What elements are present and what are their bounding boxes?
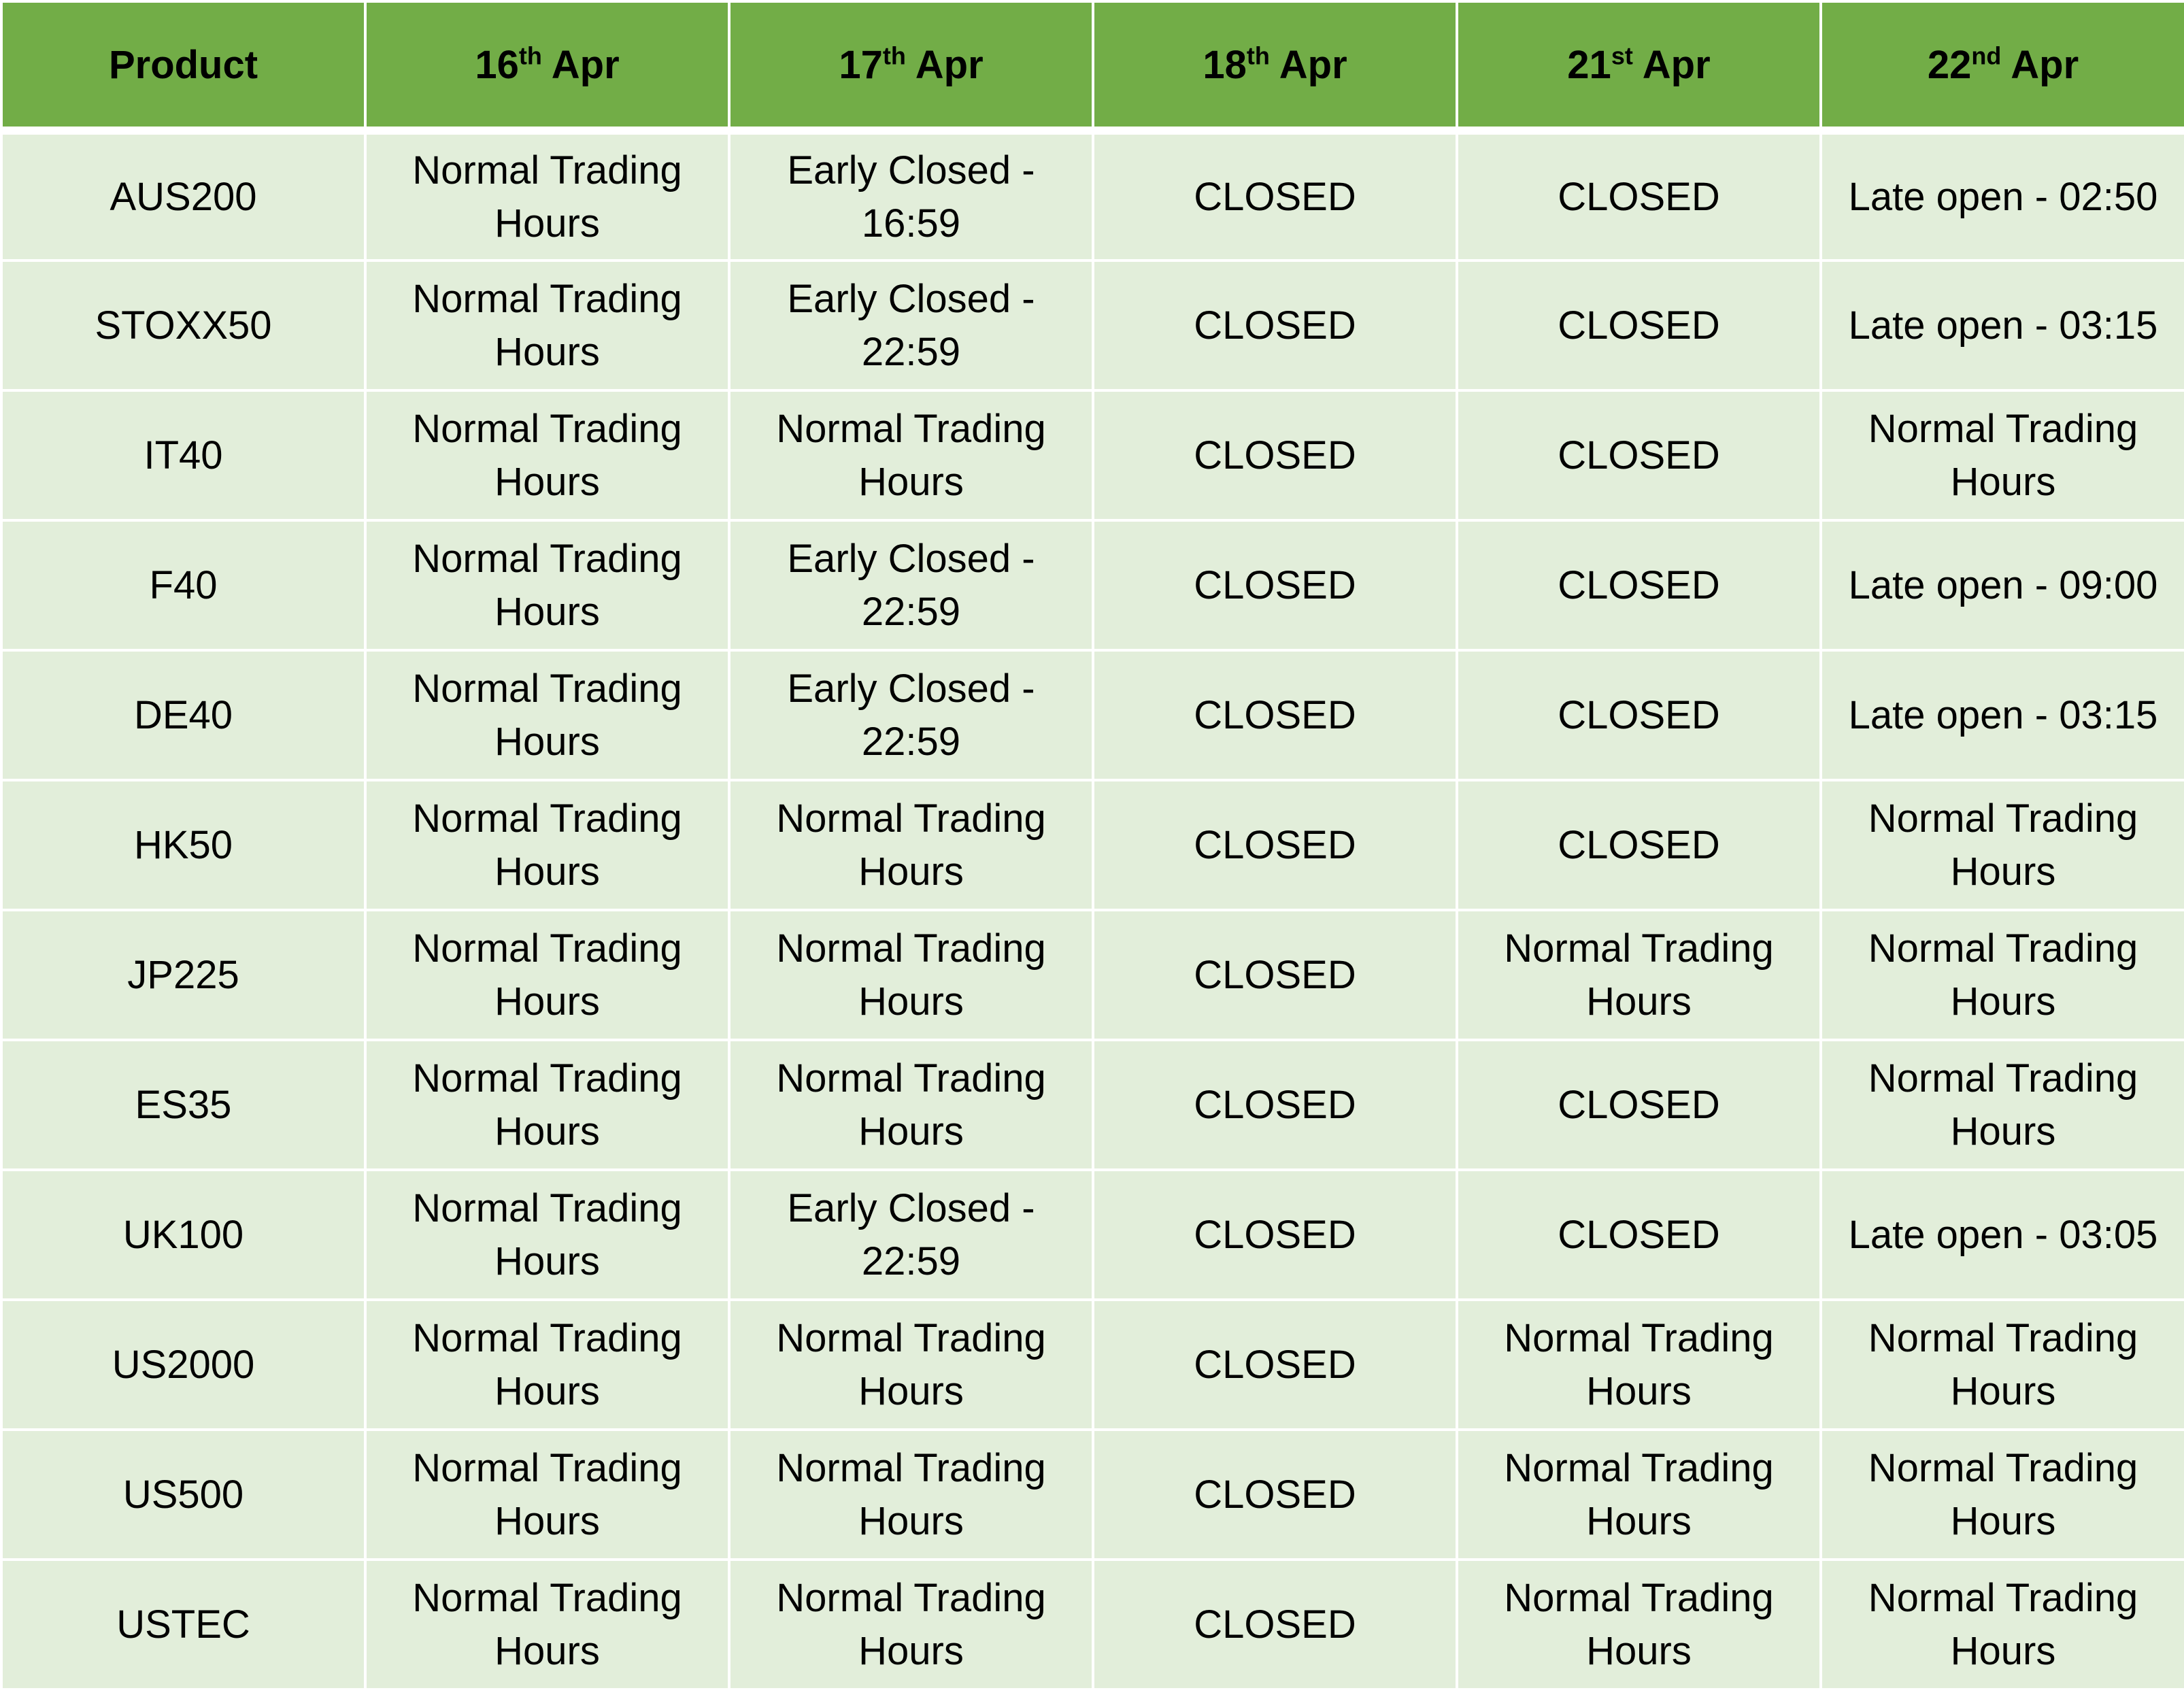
status-cell: CLOSED (1093, 1430, 1457, 1560)
status-cell: Normal Trading Hours (729, 1300, 1093, 1430)
status-cell: Normal Trading Hours (365, 390, 729, 520)
header-date-day: 22 (1927, 42, 1972, 87)
status-cell: CLOSED (1093, 1040, 1457, 1170)
status-cell: Early Closed - 22:59 (729, 1170, 1093, 1300)
status-cell: CLOSED (1457, 1040, 1821, 1170)
status-cell: Normal Trading Hours (365, 1560, 729, 1689)
status-cell: Early Closed - 16:59 (729, 131, 1093, 260)
table-body (1, 131, 2184, 1689)
table-row (1, 1430, 2184, 1560)
table-row (1, 1560, 2184, 1689)
status-cell: Normal Trading Hours (729, 910, 1093, 1040)
header-date-month: Apr (1642, 42, 1711, 87)
status-cell: Normal Trading Hours (1821, 390, 2184, 520)
header-date (1093, 1, 1457, 131)
status-cell: Normal Trading Hours (365, 650, 729, 780)
header-date-suffix: st (1611, 41, 1633, 70)
status-cell: Early Closed - 22:59 (729, 260, 1093, 390)
header-date (1821, 1, 2184, 131)
header-product: Product (1, 1, 365, 131)
table-row (1, 910, 2184, 1040)
table-row (1, 520, 2184, 650)
status-cell: Normal Trading Hours (1821, 1430, 2184, 1560)
status-cell: CLOSED (1457, 260, 1821, 390)
status-cell: Late open - 09:00 (1821, 520, 2184, 650)
table-row (1, 131, 2184, 260)
status-cell: CLOSED (1457, 1170, 1821, 1300)
status-cell: Normal Trading Hours (729, 1430, 1093, 1560)
product-cell: STOXX50 (1, 260, 365, 390)
status-cell: CLOSED (1457, 131, 1821, 260)
product-cell: HK50 (1, 780, 365, 910)
status-cell: CLOSED (1093, 390, 1457, 520)
status-cell: Normal Trading Hours (729, 1560, 1093, 1689)
status-cell: Normal Trading Hours (365, 780, 729, 910)
status-cell: Normal Trading Hours (365, 131, 729, 260)
status-cell: Late open - 02:50 (1821, 131, 2184, 260)
status-cell: Normal Trading Hours (1821, 910, 2184, 1040)
header-date-day: 16 (475, 42, 519, 87)
product-cell: US500 (1, 1430, 365, 1560)
header-date-day: 18 (1203, 42, 1247, 87)
status-cell: CLOSED (1093, 520, 1457, 650)
status-cell: Normal Trading Hours (729, 390, 1093, 520)
status-cell: CLOSED (1093, 1300, 1457, 1430)
product-cell: IT40 (1, 390, 365, 520)
status-cell: Normal Trading Hours (365, 1040, 729, 1170)
status-cell: Normal Trading Hours (1457, 910, 1821, 1040)
header-date-month: Apr (915, 42, 984, 87)
status-cell: Late open - 03:05 (1821, 1170, 2184, 1300)
table-header (1, 1, 2184, 131)
table-row (1, 390, 2184, 520)
status-cell: Normal Trading Hours (1457, 1430, 1821, 1560)
status-cell: Normal Trading Hours (365, 1300, 729, 1430)
product-cell: UK100 (1, 1170, 365, 1300)
header-date-month: Apr (2011, 42, 2079, 87)
status-cell: Normal Trading Hours (365, 520, 729, 650)
header-date-suffix: th (518, 41, 542, 70)
header-date (365, 1, 729, 131)
header-date-suffix: th (1246, 41, 1270, 70)
status-cell: Normal Trading Hours (1821, 1040, 2184, 1170)
table-row (1, 1170, 2184, 1300)
status-cell: CLOSED (1457, 780, 1821, 910)
product-cell: US2000 (1, 1300, 365, 1430)
status-cell: CLOSED (1093, 131, 1457, 260)
header-date-suffix: th (882, 41, 906, 70)
status-cell: Normal Trading Hours (365, 1170, 729, 1300)
product-cell: ES35 (1, 1040, 365, 1170)
status-cell: CLOSED (1093, 1170, 1457, 1300)
product-cell: F40 (1, 520, 365, 650)
status-cell: CLOSED (1457, 390, 1821, 520)
header-date-day: 21 (1567, 42, 1611, 87)
table-row (1, 650, 2184, 780)
status-cell: Early Closed - 22:59 (729, 520, 1093, 650)
status-cell: Early Closed - 22:59 (729, 650, 1093, 780)
product-cell: JP225 (1, 910, 365, 1040)
status-cell: Normal Trading Hours (729, 1040, 1093, 1170)
table-row (1, 1040, 2184, 1170)
status-cell: Normal Trading Hours (729, 780, 1093, 910)
product-cell: DE40 (1, 650, 365, 780)
header-date-month: Apr (551, 42, 620, 87)
header-date-suffix: nd (1971, 41, 2002, 70)
status-cell: Normal Trading Hours (365, 260, 729, 390)
status-cell: Late open - 03:15 (1821, 260, 2184, 390)
status-cell: Normal Trading Hours (1457, 1560, 1821, 1689)
status-cell: CLOSED (1093, 1560, 1457, 1689)
product-cell: USTEC (1, 1560, 365, 1689)
status-cell: Normal Trading Hours (1821, 780, 2184, 910)
header-date-month: Apr (1279, 42, 1347, 87)
status-cell: Normal Trading Hours (1821, 1560, 2184, 1689)
status-cell: CLOSED (1457, 650, 1821, 780)
product-cell: AUS200 (1, 131, 365, 260)
status-cell: CLOSED (1093, 650, 1457, 780)
table-row (1, 780, 2184, 910)
status-cell: CLOSED (1093, 260, 1457, 390)
status-cell: Normal Trading Hours (365, 1430, 729, 1560)
status-cell: Normal Trading Hours (1457, 1300, 1821, 1430)
status-cell: CLOSED (1457, 520, 1821, 650)
header-row (1, 1, 2184, 131)
table-row (1, 1300, 2184, 1430)
header-date-day: 17 (839, 42, 883, 87)
header-date (729, 1, 1093, 131)
status-cell: Normal Trading Hours (365, 910, 729, 1040)
status-cell: CLOSED (1093, 780, 1457, 910)
header-date (1457, 1, 1821, 131)
status-cell: Normal Trading Hours (1821, 1300, 2184, 1430)
status-cell: CLOSED (1093, 910, 1457, 1040)
table-row (1, 260, 2184, 390)
status-cell: Late open - 03:15 (1821, 650, 2184, 780)
